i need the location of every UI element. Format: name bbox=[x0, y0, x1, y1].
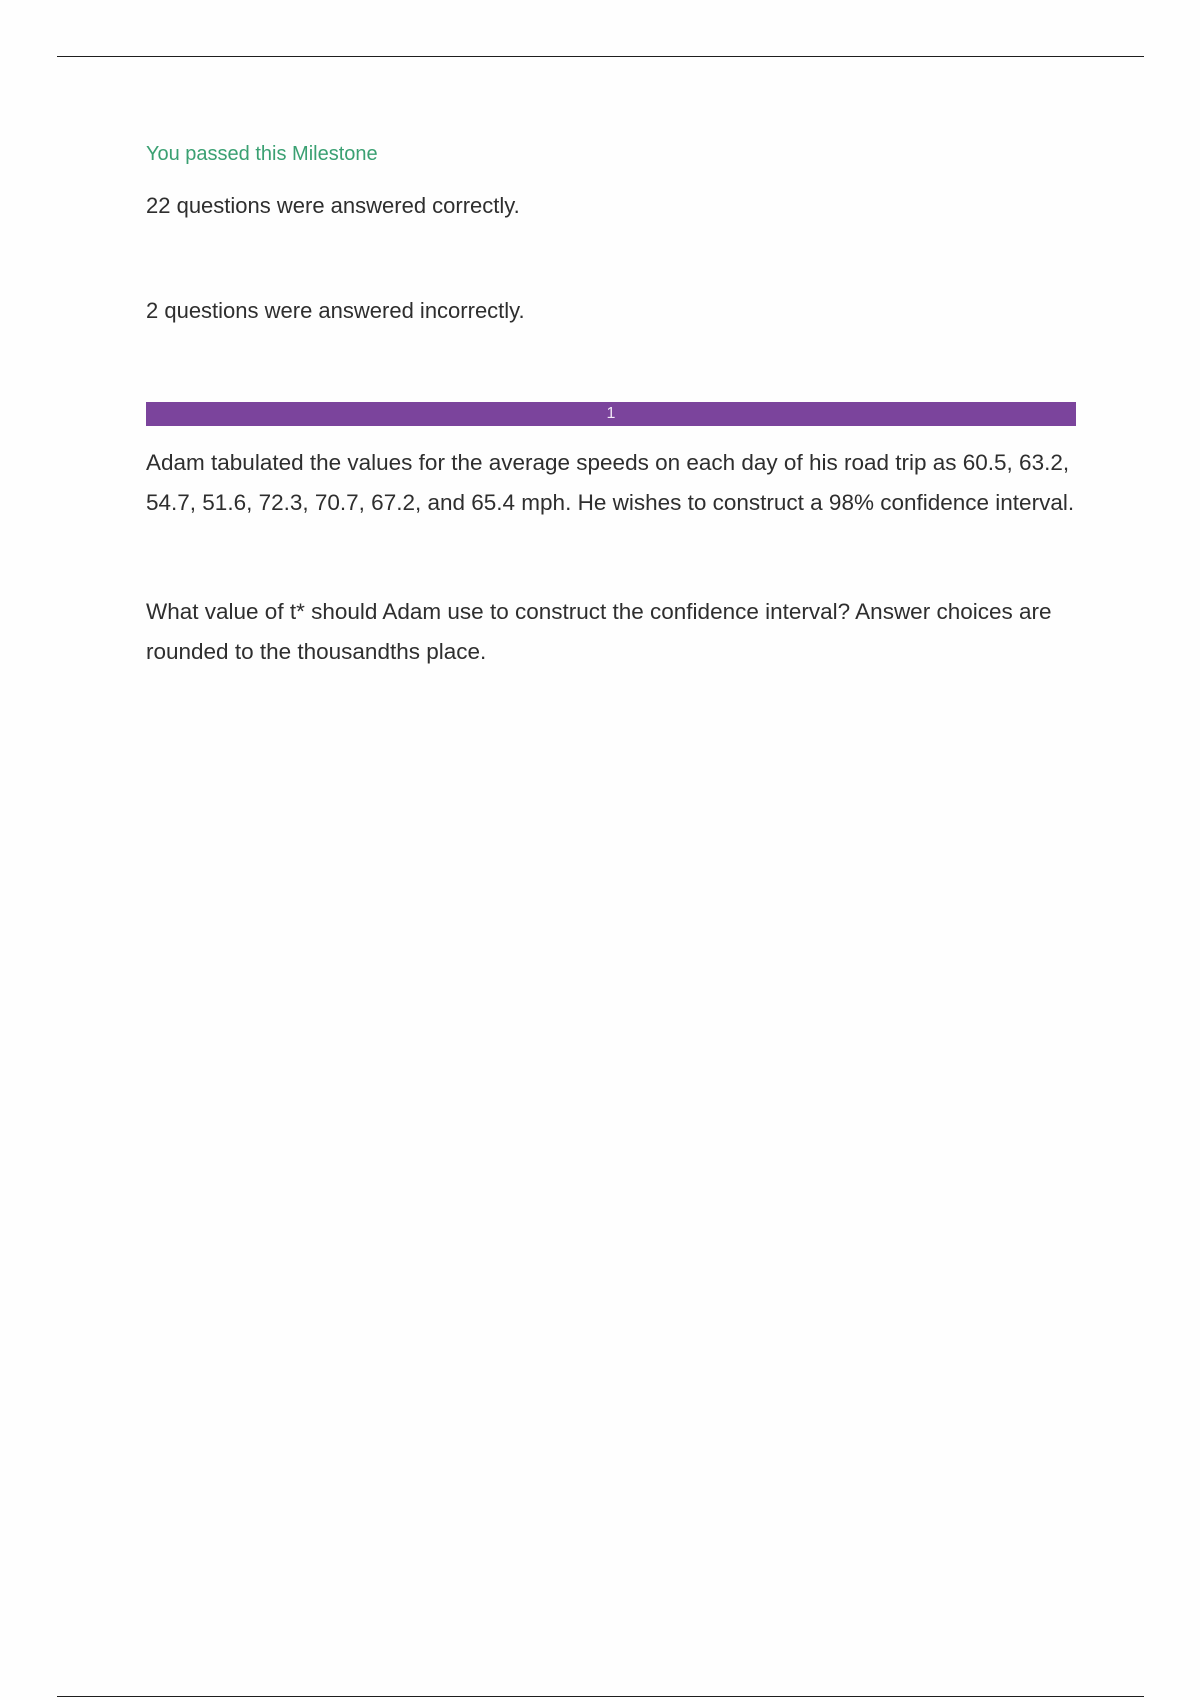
question-number-bar bbox=[146, 402, 1076, 426]
top-divider bbox=[57, 56, 1144, 57]
bottom-divider bbox=[57, 1696, 1144, 1697]
pass-status-text: You passed this Milestone bbox=[146, 143, 378, 165]
question-prompt: Adam tabulated the values for the average speeds on each day of his road trip as 60.5, 63.2, 54.7, 51.6, 72.3, 70.7, 67.2, and 65.4 mph. He wishes to construct a 98% confidence interval. bbox=[146, 450, 1075, 515]
correct-count-summary: 22 questions were answered correctly. bbox=[146, 193, 520, 218]
question-ask: What value of t* should Adam use to construct the confidence interval? Answer choices are rounded to the thousandths place. bbox=[146, 599, 1052, 664]
question-number: 1 bbox=[606, 405, 616, 422]
incorrect-count-summary: 2 questions were answered incorrectly. bbox=[146, 298, 525, 323]
